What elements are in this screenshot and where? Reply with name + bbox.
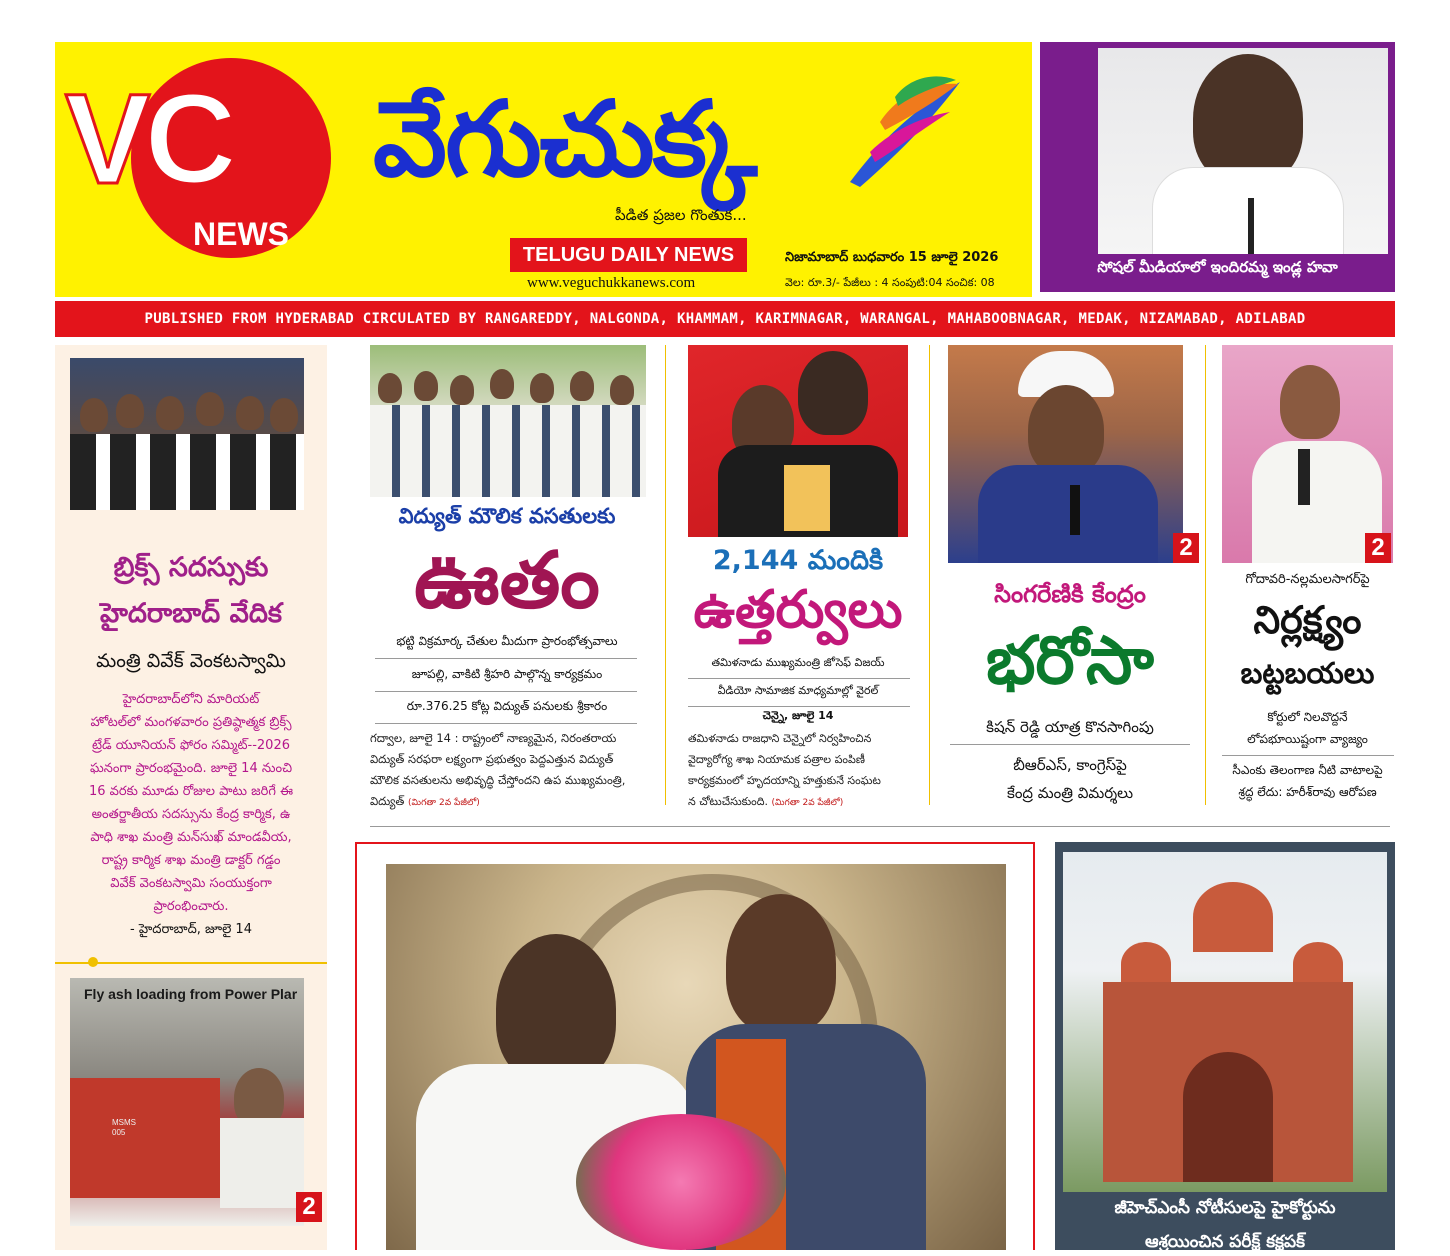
power-photo xyxy=(370,345,646,497)
godavari-line-3: సీఎంకు తెలంగాణ నీటి వాటాలపై xyxy=(1232,763,1383,777)
godavari-line-4: శ్రద్ధ లేదు: హరీశ్‌రావు ఆరోపణ xyxy=(1238,785,1377,799)
website-link[interactable]: www.veguchukkanews.com xyxy=(527,275,696,291)
side-photo xyxy=(1098,48,1388,254)
godavari-kicker: గోదావరి-నల్లమలసాగర్‌పై xyxy=(1245,572,1370,587)
left-story-dateline: - హైదరాబాద్, జూలై 14 xyxy=(130,922,252,937)
singareni-photo xyxy=(948,345,1183,563)
fly-ash-caption: Fly ash loading from Power Plar xyxy=(84,986,298,1002)
highcourt-caption-2: ఆశ్రయించిన పరీక్ష్ కక్షపక్ xyxy=(1145,1232,1305,1252)
singareni-kicker: సింగరేణికి కేంద్రం xyxy=(994,580,1146,608)
circulation-banner: PUBLISHED FROM HYDERABAD CIRCULATED BY RANGAREDDY, NALGONDA, KHAMMAM, KARIMNAGAR, WARANGAL, MAHABOOBNAGAR, MEDAK, NIZAMABAD, ADILABAD xyxy=(55,301,1395,337)
orders-line-2: వీడియో సామాజిక మాధ్యమాల్లో వైరల్ xyxy=(717,684,879,697)
masthead xyxy=(55,42,1032,297)
left-subhead: మంత్రి వివేక్ వెంకటస్వామి xyxy=(96,650,286,672)
godavari-line-1: కోర్టులో నిలవొద్దనే xyxy=(1267,710,1348,724)
section-divider xyxy=(370,826,1390,827)
godavari-page-ref-badge: 2 xyxy=(1365,533,1391,563)
dateline: నిజామాబాద్ బుధవారం 15 జూలై 2026 xyxy=(785,250,999,265)
logo-news-text: NEWS xyxy=(193,216,289,252)
orders-headline-2: ఉత్తర్వులు xyxy=(693,580,903,640)
singareni-page-ref-badge: 2 xyxy=(1173,533,1199,563)
bird-logo-icon xyxy=(840,62,970,192)
side-photo-caption: సోషల్ మీడియాలో ఇందిరమ్మ ఇండ్ల హవా xyxy=(1097,258,1338,276)
side-photo-box xyxy=(1040,42,1395,292)
logo-vc-text: VC xyxy=(65,68,231,211)
singareni-line-2: బీఆర్ఎస్, కాంగ్రెస్‌పై xyxy=(1013,756,1127,774)
left-story-body: హైదరాబాద్‌లోని మారియట్ హోటల్‌లో మంగళవారం ప్రతిష్ఠాత్మక బ్రిక్స్ ట్రేడ్ యూనియన్ ఫోరం సమ్మిట్--2026 ఘనంగా ప్రారంభమైంది. జూలై 14 నుంచి 16 వరకు మూడు రోజుల పాటు జరిగే ఈ అంతర్జాతీయ సదస్సును కేంద్ర కార్మిక, ఉ పాధి శాఖ మంత్రి మన్‌సుఖ్ మాండవీయ, రాష్ట్ర కార్మిక శాఖ మంత్రి డాక్టర్ గడ్డం వివేక్ వెంకటస్వామి సంయుక్తంగా ప్రారంభించారు. - హైదరాబాద్, జూలై 14 xyxy=(60,688,322,941)
brics-photo xyxy=(70,358,304,510)
power-continued: (మిగతా 2వ పేజీలో) xyxy=(408,798,480,808)
central-photo xyxy=(386,864,1006,1250)
singareni-line-3: కేంద్ర మంత్రి విమర్శలు xyxy=(1006,784,1134,802)
power-line-2: జూపల్లి, వాకిటి శ్రీహరి పాల్గొన్న కార్యక్రమం xyxy=(411,667,603,681)
power-line-3: రూ.376.25 కోట్ల విద్యుత్ పనులకు శ్రీకారం xyxy=(406,699,608,713)
price-line: వెల: రూ.3/- పేజీలు : 4 సంపుటి:04 సంచిక: 08 xyxy=(785,276,995,289)
col-divider-1 xyxy=(665,345,666,805)
power-kicker: విద్యుత్ మౌలిక వసతులకు xyxy=(398,504,616,528)
col-divider-2 xyxy=(929,345,930,805)
orders-line-1: తమిళనాడు ముఖ్యమంత్రి జోసెఫ్ విజయ్ xyxy=(711,656,885,669)
left-headline-1: బ్రిక్స్ సదస్సుకు xyxy=(113,552,269,583)
left-page-ref-badge: 2 xyxy=(296,1192,322,1222)
left-headline-2: హైదరాబాద్ వేదిక xyxy=(99,598,282,629)
highcourt-photo xyxy=(1063,852,1387,1192)
orders-continued: (మిగతా 2వ పేజీలో) xyxy=(771,798,844,808)
power-body: గద్వాల, జూలై 14 : రాష్ట్రంలో నాణ్యమైన, నిరంతరాయ విద్యుత్ సరఫరా లక్ష్యంగా ప్రభుత్వం పెద్దఎత్తున విద్యుత్ మౌలిక వసతులను అభివృద్ధి చేస్తోందని ఉప ముఖ్యమంత్రి, విద్యుత్ (మిగతా 2వ పేజీలో) xyxy=(370,731,626,808)
tagline: పీడిత ప్రజల గొంతుక... xyxy=(615,206,747,224)
vc-news-logo xyxy=(65,58,331,268)
godavari-line-2: లోపభూయిష్టంగా వ్యాజ్యం xyxy=(1247,732,1368,746)
power-line-1: భట్టి విక్రమార్క చేతుల మీదుగా ప్రారంభోత్సవాలు xyxy=(396,634,618,648)
daily-news-badge: TELUGU DAILY NEWS xyxy=(510,238,747,272)
orders-body: తమిళనాడు రాజధాని చెన్నైలో నిర్వహించిన వైద్యారోగ్య శాఖ నియామక పత్రాల పంపిణీ కార్యక్రమంలో హృదయాన్ని హత్తుకునే సంఘట న చోటుచేసుకుంది. (మిగతా 2వ పేజీలో) xyxy=(688,732,881,808)
fly-ash-photo xyxy=(70,978,304,1226)
godavari-photo xyxy=(1222,345,1393,563)
newspaper-title: వేగుచుక్క xyxy=(373,78,756,200)
orders-headline-1: 2,144 మందికి xyxy=(712,545,884,576)
power-headline: ఊతం xyxy=(414,536,600,626)
orders-dateline: చెన్నై, జూలై 14 xyxy=(762,709,834,722)
singareni-headline: భరోసా xyxy=(986,622,1154,699)
godavari-headline-1: నిర్లక్ష్యం xyxy=(1253,598,1362,642)
godavari-headline-2: బట్టబయలు xyxy=(1240,656,1375,690)
fly-ash-tag: MSMS 005 xyxy=(112,1118,136,1137)
singareni-line-1: కిషన్ రెడ్డి యాత్ర కొనసాగింపు xyxy=(986,718,1154,736)
col-divider-3 xyxy=(1205,345,1206,805)
orders-photo xyxy=(688,345,908,537)
highcourt-caption-1: జీహెచ్ఎంసీ నోటీసులపై హైకోర్టును xyxy=(1114,1198,1336,1218)
